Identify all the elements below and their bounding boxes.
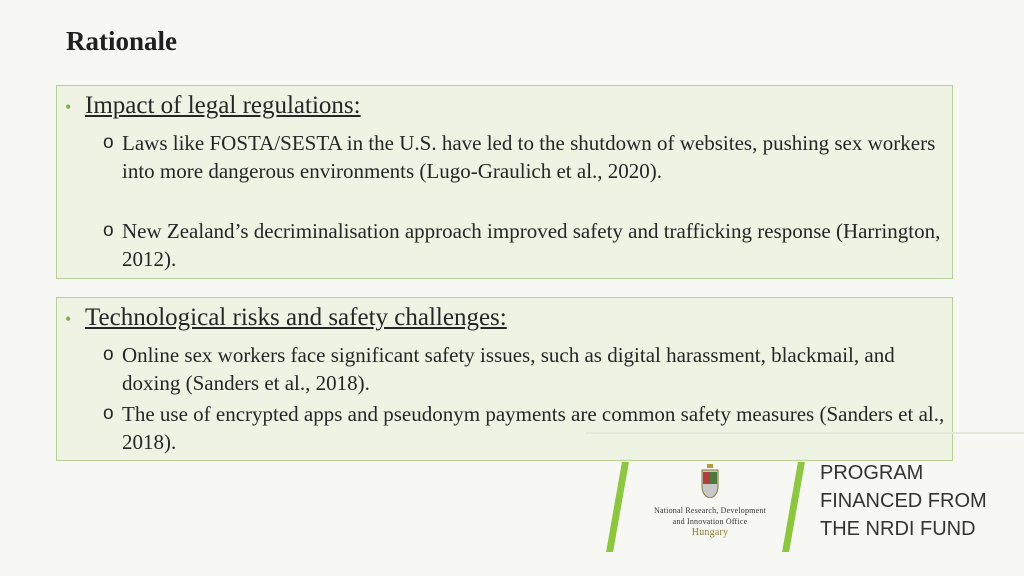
sub-item [103,129,943,185]
slide-title: Rationale [66,26,177,56]
sub-bullet-icon: o [103,403,114,424]
sub-item [103,217,943,273]
footer-divider [586,432,1024,434]
sub-item-text: Laws like FOSTA/SESTA in the U.S. have led to the shutdown of websites, pushing sex workers into more dangerous environments (Lugo-Graulich et al., 2020). [122,131,936,183]
sub-item-text: The use of encrypted apps and pseudonym payments are common safety measures (Sanders et al., 2018). [122,402,945,454]
program-line: FINANCED FROM [820,490,987,512]
sub-bullet-icon: o [103,344,114,365]
sub-item [103,341,943,397]
bullet-icon: • [65,97,72,117]
sub-bullet-icon: o [103,132,114,153]
hungary-crest-icon [700,464,720,498]
sub-item-text: Online sex workers face significant safety issues, such as digital harassment, blackmail, and doxing (Sanders et al., 2018). [122,343,895,395]
section-heading: Impact of legal regulations: [85,92,361,119]
program-line: PROGRAM [820,462,924,484]
office-line: National Research, Development [654,506,766,515]
program-label [820,459,987,543]
section-legal-regulations [56,85,953,279]
sub-bullet-icon: o [103,220,114,241]
section-heading-row [65,92,361,120]
sub-item [103,400,953,456]
office-line: and Innovation Office [672,517,748,526]
sub-item-text: New Zealand’s decriminalisation approach improved safety and trafficking response (Harrington, 2012). [122,219,941,271]
section-heading: Technological risks and safety challenges: [85,304,507,331]
section-technological-risks [56,297,953,461]
program-line: THE NRDI FUND [820,518,976,540]
office-logo-text [620,505,800,538]
section-heading-row [65,304,507,332]
bullet-icon: • [65,309,72,329]
office-country: Hungary [691,527,729,538]
